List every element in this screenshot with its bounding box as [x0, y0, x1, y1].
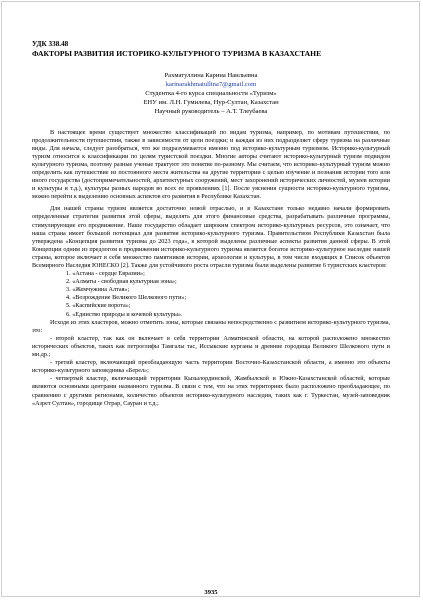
paragraph-cluster-4: - четвертый кластер, включающий территории Кызылординской, Жамбылской и Южно-Казахстанской областей, которые являются основными центрами названного туризма. В связи с тем, что на этих территориях было расположено преобладающее, по сравнению с другими регионами, количество объектов историко-культурного наследия, таких как г. Туркестан, музей-заповедник «Азрет Султан», городище Отрар, Сауран и т.д.;: [32, 375, 390, 407]
author-affiliation: ЕНУ им. Л.Н. Гумилева, Нур-Султан, Казахстан: [143, 99, 279, 107]
paragraph-cluster-2: - второй кластер, так как он включает в себя территории Алматинской области, на которой расположено множество исторических объектов, таких как петроглифы Тамгалы тас, Иссыкские курганы и древние городища Великого Шелкового пути и мн.др.;: [32, 334, 390, 359]
author-email[interactable]: karinarakhmatullina7@gmail.com: [165, 80, 257, 88]
list-item: 3. «Жемчужина Алтая»;: [66, 286, 130, 294]
list-item: 4. «Возрождение Великого Шелкового пути»;: [66, 294, 187, 302]
article-title: ФАКТОРЫ РАЗВИТИЯ ИСТОРИКО-КУЛЬТУРНОГО ТУРИЗМА В КАЗАХСТАНЕ: [32, 49, 322, 58]
author-name: Рахматуллина Карина Наильевна: [164, 71, 258, 79]
author-block: [32, 71, 390, 117]
author-position: Студентка 4-го курса специальности «Туризм»: [145, 89, 277, 97]
paragraph-concept: Для нашей страны туризм является достаточно новой отраслью, и в Казахстане только недавно начали формировать определенные стратегии развития этой сферы, выделять для этого финансовые средства, разрабатывать различные программы, стимулирующие его продвижение. Наше государство обладает широким спектром историко-культурных ресурсов, это означает, что наша страна имеет большой потенциал для развития историко-культурного туризма. Правительством Республики Казахстан была утверждена «Концепция развития туризма до 2023 года», в которой выделены различные аспекты развития данной сферы. В этой Концепции одним из предлогом в продвижении историко-культурного туризма является богатое историко-культурное наследие нашей страны, которое включает в себя множество памятников истории, археологии и культуры, в том числе входящих в Список объектов Всемирного Наследия ЮНЕСКО [2]. Также для устойчивого роста отрасли туризма были выделены развитие 6 туристских кластеров:: [32, 205, 390, 270]
list-item: 1. «Астана - сердце Евразии»;: [66, 270, 145, 278]
supervisor: Научный руководитель – А.Т. Тлеубаева: [154, 108, 268, 116]
list-item: 2. «Алматы - свободная культурная зона»;: [66, 278, 177, 286]
document-page: [32, 40, 390, 596]
paragraph-cluster-3: - третий кластер, включающий преобладающую часть территории Восточно-Казахстанской области, а именно это объекты историко-культурного заповедника «Берел»;: [32, 359, 390, 375]
cluster-list: [32, 270, 390, 319]
list-item: 6. «Единство природы и кочевой культуры».: [66, 310, 183, 318]
paragraph-zones: Исходя из этих кластеров, можно отметить зоны, которые связаны непосредственно с развитием историко-культурного туризма, это:: [32, 318, 390, 334]
article-body: [32, 129, 390, 408]
page-number: 3935: [204, 589, 218, 596]
paragraph-intro: В настоящее время существует множество классификаций по видам туризма, например, по мотивам путешествия, по продолжительности путешествия, также в зависимости от цели поездки; и каждая из них подразделяет сферу туризма на различные виды. Для начала, следует разобраться, что же подразумевается именно под историко-культурным туризмом. Историко-культурный туризм относится к классификации по целям туристской поездки. Многие авторы считают историко-культурный туризм подвидом культурного туризма, поэтому разные ученые трактуют это понятие по-разному. Мы считаем, что историко-культурный туризм можно определить как путешествие из постоянного места жительства на другие территории с целью изучение и познания истории того или иного государства (достопримечательностей, архитектурных сооружений, мест захоронений исторических личностей, музеев истории и культуры и т.д.), культуры разных народов во всех ее проявлениях [1]. После уяснения сущности историко-культурного туризма, можно перейти к выделению основных аспектов его развития в Республике Казахстан.: [32, 128, 390, 201]
list-item: 5. «Каспийские ворота»;: [66, 302, 131, 310]
udc-code: УДК 338.48: [32, 40, 69, 48]
